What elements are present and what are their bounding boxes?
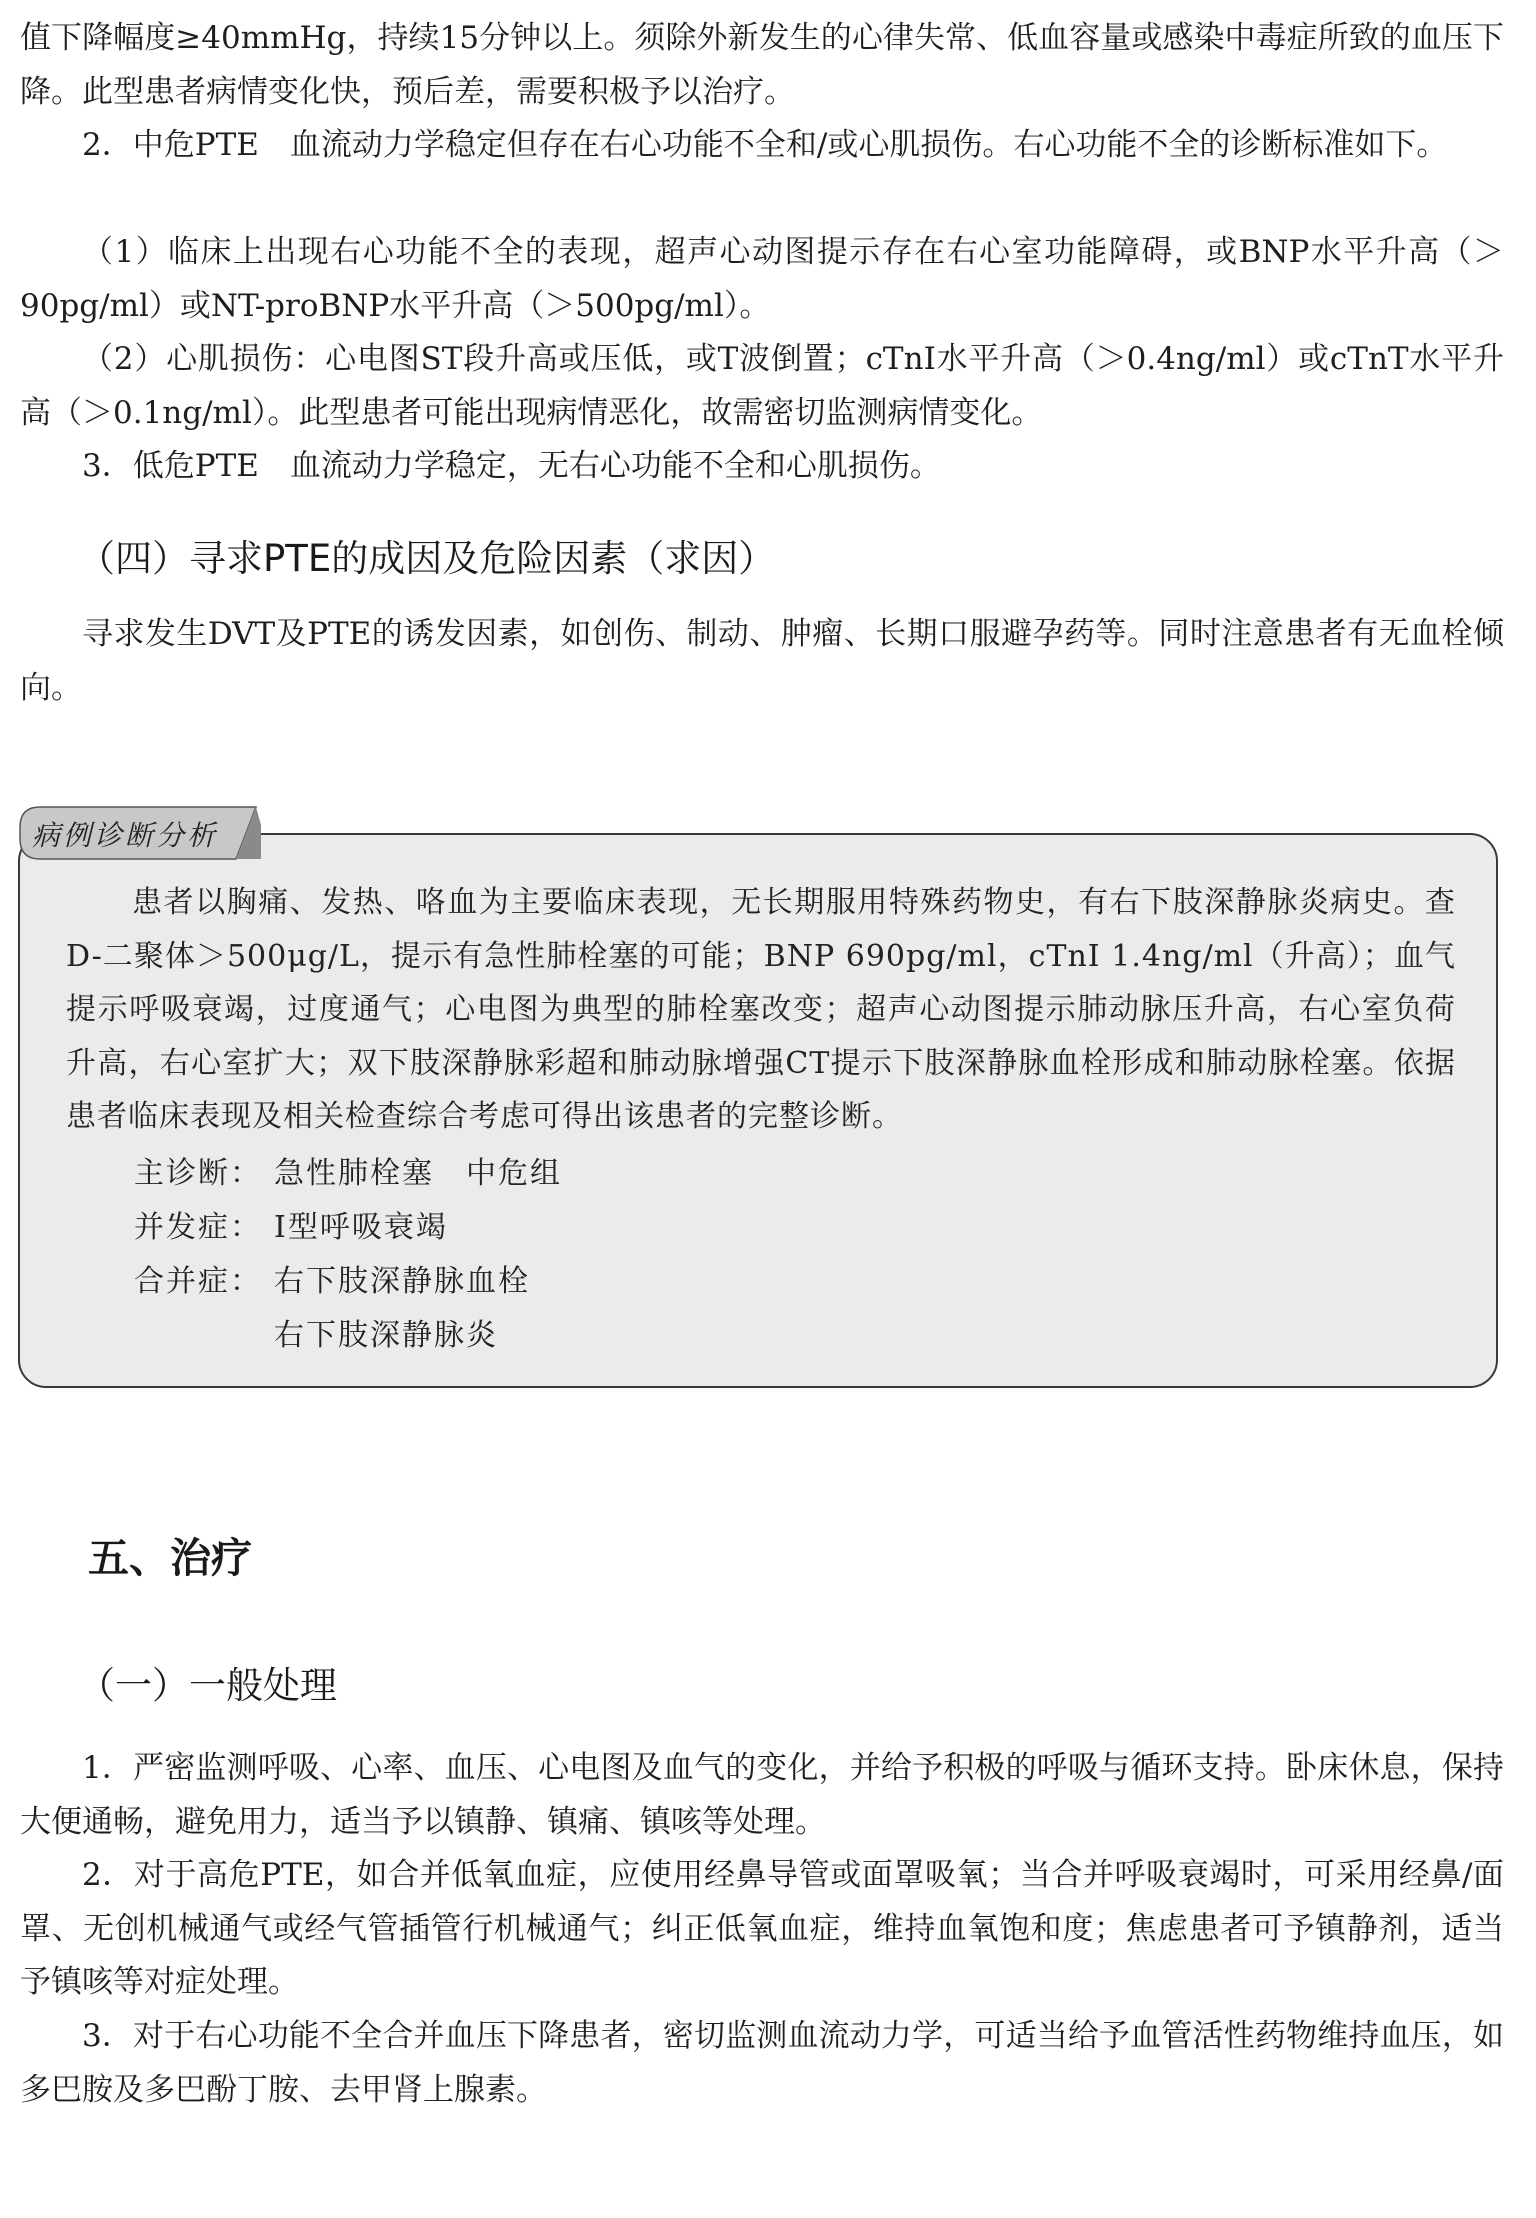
comorbidity-value-1: 右下肢深静脉血栓 bbox=[274, 1264, 530, 1299]
paragraph-low-risk: 3．低危PTE 血流动力学稳定，无右心功能不全和心肌损伤。 bbox=[82, 448, 941, 484]
paragraph-intermediate-risk: 2．中危PTE 血流动力学稳定但存在右心功能不全和/或心肌损伤。右心功能不全的诊断标准如下。 bbox=[82, 127, 1448, 163]
main-diagnosis-label: 主诊断： bbox=[134, 1156, 262, 1191]
paragraph-right-heart-dysfunction: （1）临床上出现右心功能不全的表现，超声心动图提示存在右心室功能障碍，或BNP水平升高（＞90pg/ml）或NT-proBNP水平升高（＞500pg/ml）。 bbox=[20, 234, 1504, 324]
paragraph-treatment-1: 1．严密监测呼吸、心率、血压、心电图及血气的变化，并给予积极的呼吸与循环支持。卧床休息，保持大便通畅，避免用力，适当予以镇静、镇痛、镇咳等处理。 bbox=[20, 1750, 1504, 1840]
comorbidity-value-2: 右下肢深静脉炎 bbox=[274, 1318, 498, 1353]
case-analysis-tab bbox=[18, 805, 261, 861]
paragraph-treatment-3: 3．对于右心功能不全合并血压下降患者，密切监测血流动力学，可适当给予血管活性药物维持血压，如多巴胺及多巴酚丁胺、去甲肾上腺素。 bbox=[20, 2018, 1504, 2108]
main-diagnosis-value: 急性肺栓塞 中危组 bbox=[274, 1156, 562, 1191]
case-analysis-paragraph: 患者以胸痛、发热、咯血为主要临床表现，无长期服用特殊药物史，有右下肢深静脉炎病史。查D-二聚体＞500μg/L，提示有急性肺栓塞的可能；BNP 690pg/ml，cTnI 1.4ng/ml（升高）；血气提示呼吸衰竭，过度通气；心电图为典型的肺栓塞改变；超声心动图提示肺动脉压升高，右心室负荷升高，右心室扩大；双下肢深静脉彩超和肺动脉增强CT提示下肢深静脉血栓形成和肺动脉栓塞。依据患者临床表现及相关检查综合考虑可得出该患者的完整诊断。 bbox=[66, 885, 1456, 1134]
section-heading-treatment: 五、治疗 bbox=[88, 1534, 252, 1582]
subsection-heading-general: （一）一般处理 bbox=[78, 1664, 337, 1707]
subsection-heading-cause: （四）寻求PTE的成因及危险因素（求因） bbox=[78, 537, 776, 580]
complication-label: 并发症： bbox=[134, 1210, 262, 1245]
paragraph-treatment-2: 2．对于高危PTE，如合并低氧血症，应使用经鼻导管或面罩吸氧；当合并呼吸衰竭时，可采用经鼻/面罩、无创机械通气或经气管插管行机械通气；纠正低氧血症，维持血氧饱和度；焦虑患者可予镇静剂，适当予镇咳等对症处理。 bbox=[20, 1857, 1504, 2000]
paragraph-shock-criteria: 值下降幅度≥40mmHg，持续15分钟以上。须除外新发生的心律失常、低血容量或感染中毒症所致的血压下降。此型患者病情变化快，预后差，需要积极予以治疗。 bbox=[20, 20, 1504, 110]
complication-value: Ⅰ型呼吸衰竭 bbox=[274, 1210, 448, 1245]
paragraph-risk-factors: 寻求发生DVT及PTE的诱发因素，如创伤、制动、肿瘤、长期口服避孕药等。同时注意患者有无血栓倾向。 bbox=[20, 616, 1504, 706]
case-tab-label: 病例诊断分析 bbox=[32, 819, 219, 852]
paragraph-myocardial-injury: （2）心肌损伤：心电图ST段升高或压低，或T波倒置；cTnI水平升高（＞0.4ng/ml）或cTnT水平升高（＞0.1ng/ml）。此型患者可能出现病情恶化，故需密切监测病情变化。 bbox=[20, 341, 1504, 431]
comorbidity-label: 合并症： bbox=[134, 1264, 262, 1299]
